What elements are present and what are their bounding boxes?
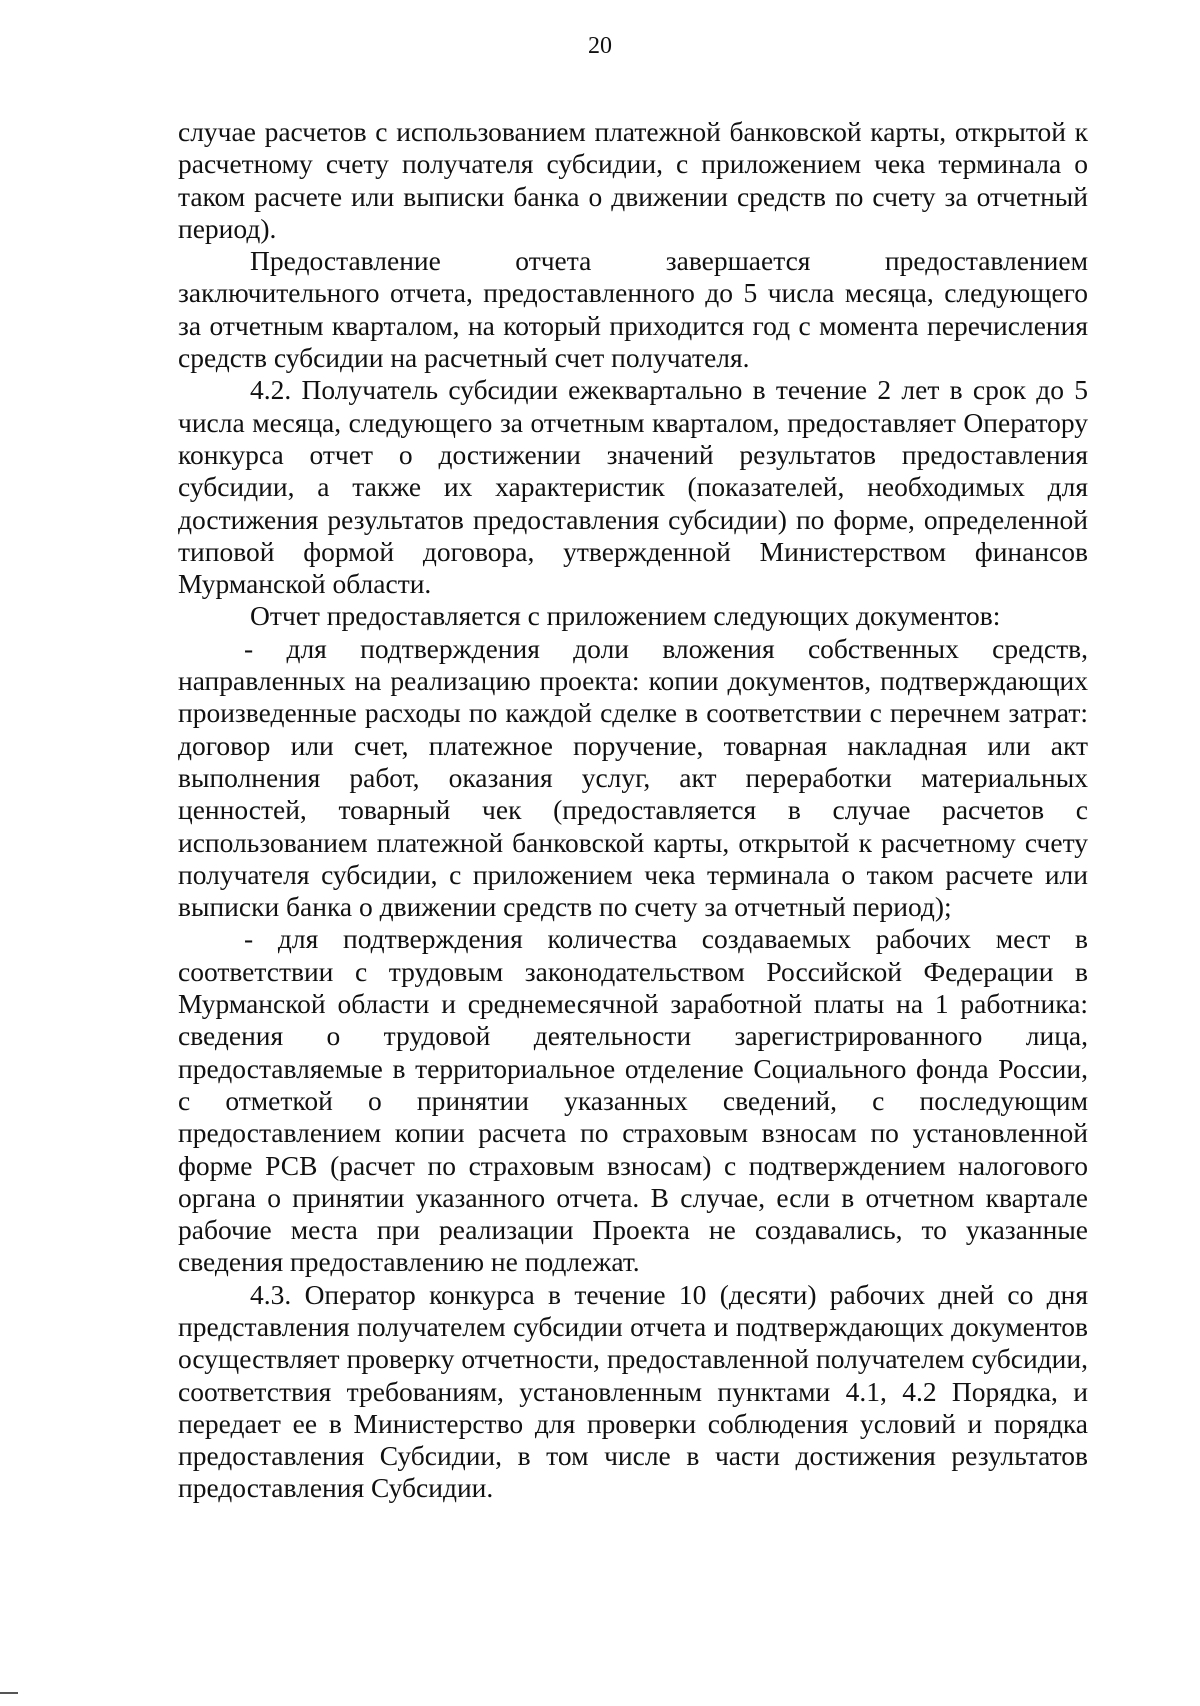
paragraph-4-2: 4.2. Получатель субсидии ежеквартально в течение 2 лет в срок до 5 числа месяца, следующего за отчетным кварталом, предоставляет Оператору конкурса отчет о достижении значений результатов предоставления субсидии, а также их характеристик (показателей, необходимых для достижения результатов предоставления субсидии) по форме, определенной типовой формой договора, утвержденной Министерством финансов Мурманской области. — [178, 374, 1088, 600]
document-body — [178, 116, 1088, 1505]
paragraph-4-3: 4.3. Оператор конкурса в течение 10 (десяти) рабочих дней со дня представления получателем субсидии отчета и подтверждающих документов осуществляет проверку отчетности, предоставленной получателем субсидии, соответствия требованиям, установленным пунктами 4.1, 4.2 Порядка, и передает ее в Министерство для проверки соблюдения условий и порядка предоставления Субсидии, в том числе в части достижения результатов предоставления Субсидии. — [178, 1278, 1088, 1504]
paragraph-continuation: случае расчетов с использованием платежной банковской карты, открытой к расчетному счету получателя субсидии, с приложением чека терминала о таком расчете или выписки банка о движении средств по счету за отчетный период). — [178, 116, 1088, 244]
paragraph-attachments-intro: Отчет предоставляется с приложением следующих документов: — [250, 600, 1001, 632]
page-number: 20 — [588, 33, 612, 59]
list-item-own-funds: - для подтверждения доли вложения собственных средств, направленных на реализацию проекта: копии документов, подтверждающих произведенные расходы по каждой сделке в соответствии с перечнем затрат: договор или счет, платежное поручение, товарная накладная или акт выполнения работ, оказания услуг, акт переработки материальных ценностей, товарный чек (предоставляется в случае расчетов с использованием платежной банковской карты, открытой к расчетному счету получателя субсидии, с приложением чека терминала о таком расчете или выписки банка о движении средств по счету за отчетный период); — [178, 632, 1088, 923]
list-item-jobs: - для подтверждения количества создаваемых рабочих мест в соответствии с трудовым законодательством Российской Федерации в Мурманской области и среднемесячной заработной платы на 1 работника: сведения о трудовой деятельности зарегистрированного лица, предоставляемые в территориальное отделение Социального фонда России, с отметкой о принятии указанных сведений, с последующим предоставлением копии расчета по страховым взносам по установленной форме РСВ (расчет по страховым взносам) с подтверждением налогового органа о принятии указанного отчета. В случае, если в отчетном квартале рабочие места при реализации Проекта не создавались, то указанные сведения предоставлению не подлежат. — [178, 923, 1088, 1278]
scan-edge-mark — [0, 1692, 18, 1694]
paragraph-final-report: Предоставление отчета завершается предоставлением заключительного отчета, предоставленного до 5 числа месяца, следующего за отчетным кварталом, на который приходится год с момента перечисления средств субсидии на расчетный счет получателя. — [178, 245, 1088, 374]
